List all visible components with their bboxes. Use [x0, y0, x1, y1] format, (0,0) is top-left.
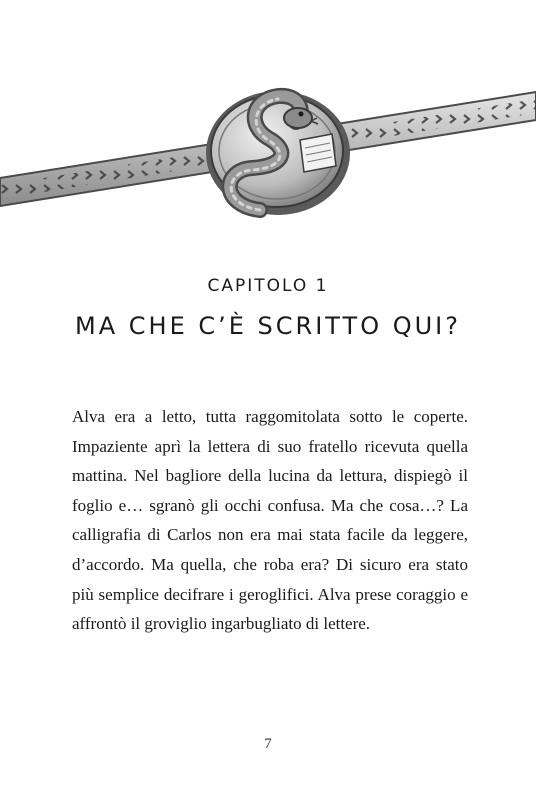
chapter-title: MA CHE C’È SCRITTO QUI? [75, 312, 461, 340]
body-paragraph: Alva era a letto, tutta raggomitolata sotto le coperte. Impaziente aprì la lettera di suo fratello ricevuta quella mattina. Nel bagliore della lucina da lettura, dispiegò il foglio e… sgranò gli occhi confusa. Ma che cosa…? La calligrafia di Carlos non era mai stata facile da leggere, d’accordo. Ma quella, che roba era? Di sicuro era stato più semplice decifrare i geroglifici. Alva prese coraggio e affrontò il groviglio ingarbugliato di lettere. [72, 407, 468, 634]
chapter-number: CAPITOLO 1 [207, 276, 329, 296]
page-number: 7 [264, 736, 272, 752]
letter-icon [300, 134, 336, 172]
chapter-header-illustration [0, 0, 536, 240]
